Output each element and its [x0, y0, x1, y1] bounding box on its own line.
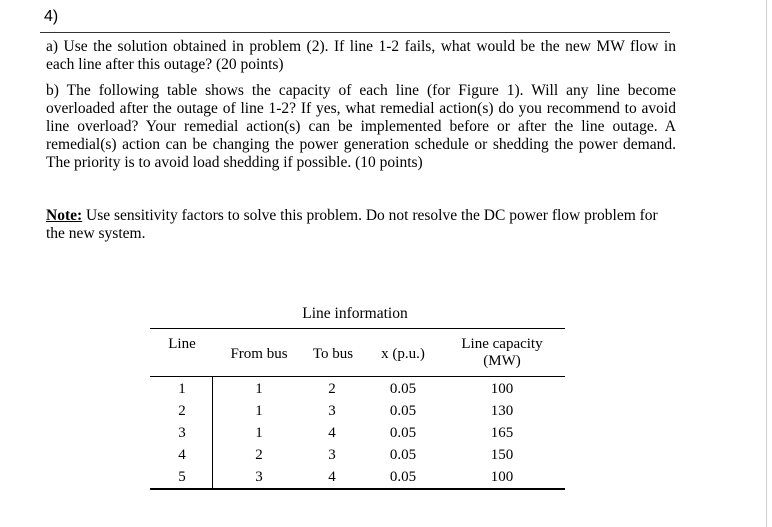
cell-line: 2: [178, 403, 186, 419]
cell-to-bus: 2: [328, 381, 336, 397]
header-capacity-line2: (MW): [483, 353, 521, 369]
cell-to-bus: 3: [328, 403, 336, 419]
cell-line: 5: [178, 469, 186, 485]
cell-from-bus: 2: [255, 447, 263, 463]
header-x: x (p.u.): [381, 346, 425, 362]
cell-to-bus: 3: [328, 447, 336, 463]
cell-from-bus: 1: [255, 425, 263, 441]
table-column-divider: [212, 376, 213, 488]
header-from-bus: From bus: [230, 346, 288, 362]
note-label: Note:: [46, 207, 83, 224]
header-to-bus: To bus: [312, 346, 354, 362]
cell-from-bus: 1: [255, 381, 263, 397]
part-a-text: a) Use the solution obtained in problem (2). If line 1-2 fails, what would be the new MW flow in each line after this outage? (20 points): [46, 38, 676, 73]
cell-x: 0.05: [389, 381, 417, 397]
cell-capacity: 130: [490, 403, 514, 419]
cell-to-bus: 4: [328, 425, 336, 441]
header-line: Line: [168, 336, 196, 352]
cell-x: 0.05: [389, 425, 417, 441]
header-capacity: [447, 336, 557, 370]
cell-capacity: 100: [490, 469, 514, 485]
cell-line: 4: [178, 447, 186, 463]
cell-to-bus: 4: [328, 469, 336, 485]
cell-x: 0.05: [389, 403, 417, 419]
top-rule: [40, 32, 670, 33]
cell-x: 0.05: [389, 469, 417, 485]
note-paragraph: [46, 207, 676, 243]
question-number: 4): [44, 8, 59, 25]
cell-line: 3: [178, 425, 186, 441]
cell-capacity: 150: [490, 447, 514, 463]
cell-capacity: 165: [490, 425, 514, 441]
table-top-rule: [150, 328, 565, 329]
note-text: Use sensitivity factors to solve this problem. Do not resolve the DC power flow problem for the new system.: [46, 207, 658, 242]
header-capacity-line1: Line capacity: [461, 336, 543, 352]
cell-line: 1: [178, 381, 186, 397]
cell-from-bus: 1: [255, 403, 263, 419]
table-bottom-rule: [150, 488, 565, 490]
part-b-text: b) The following table shows the capacity of each line (for Figure 1). Will any line become overloaded after the outage of line 1-2? If yes, what remedial action(s) do you recommend to avoid line overload? Your remedial action(s) can be implemented before or after the line outage. A remedial(s) action can be changing the power generation schedule or shedding the power demand. The priority is to avoid load shedding if possible. (10 points): [46, 82, 676, 171]
cell-x: 0.05: [389, 447, 417, 463]
cell-from-bus: 3: [255, 469, 263, 485]
cell-capacity: 100: [490, 381, 514, 397]
table-caption: Line information: [302, 305, 408, 322]
page-edge: [766, 0, 767, 527]
